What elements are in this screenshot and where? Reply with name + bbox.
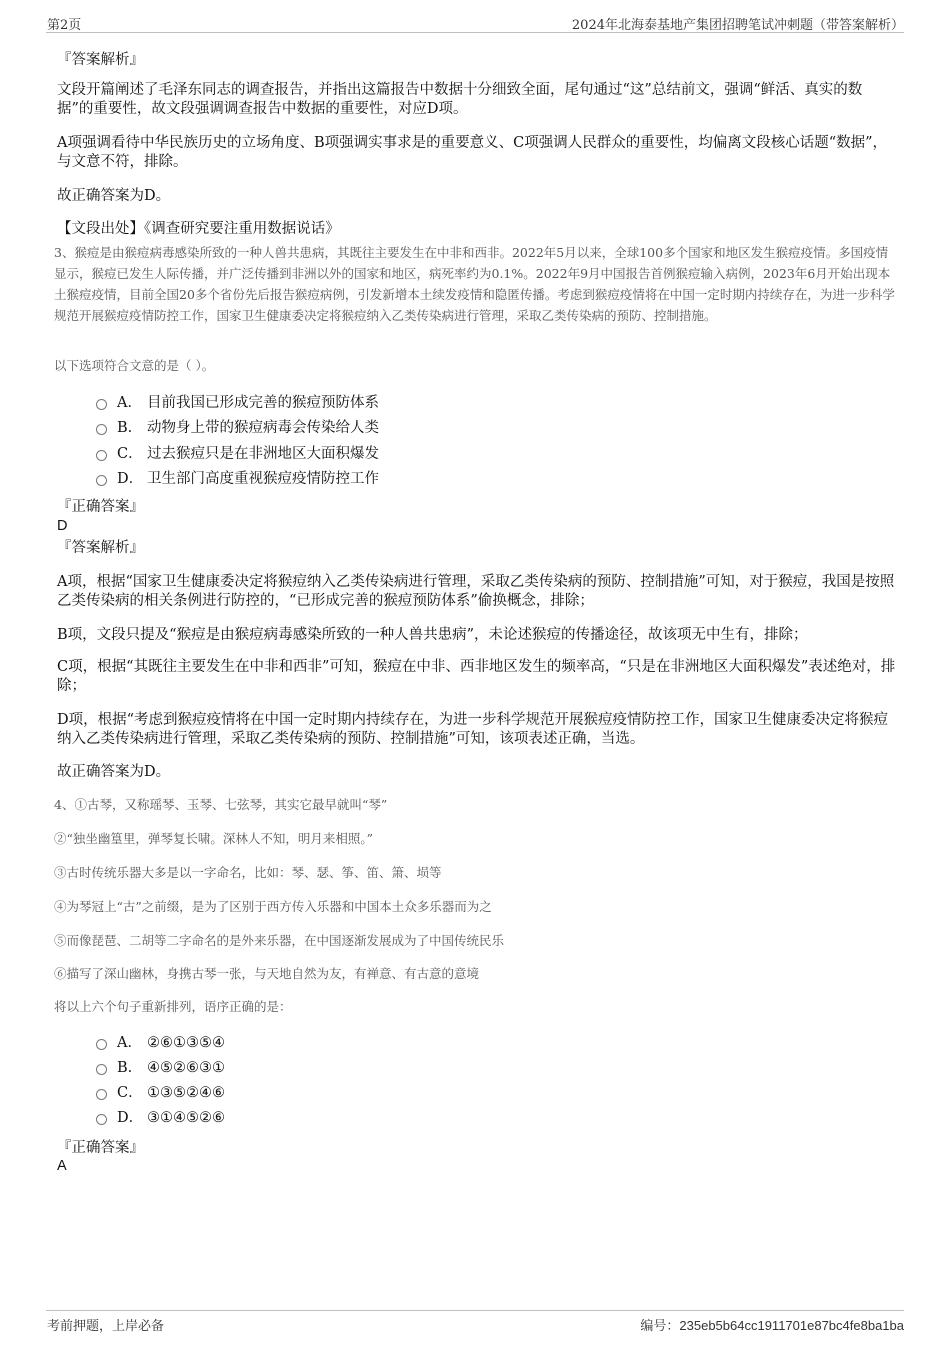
radio-icon[interactable] xyxy=(96,424,107,435)
conclusion: 故正确答案为D。 xyxy=(57,188,171,204)
radio-icon[interactable] xyxy=(96,450,107,461)
sentence-1: 4、①古琴，又称瑶琴、玉琴、七弦琴，其实它最早就叫“琴” xyxy=(54,797,388,812)
sentence-3: ③古时传统乐器大多是以一字命名，比如：琴、瑟、筝、笛、箫、埙等 xyxy=(54,865,442,880)
radio-icon[interactable] xyxy=(96,1089,107,1100)
option-a[interactable]: A． ②⑥①③⑤④ xyxy=(96,1033,225,1053)
correct-answer: D xyxy=(57,518,68,534)
analysis-paragraph: B项，文段只提及“猴痘是由猴痘病毒感染所致的一种人兽共患病”，未论述猴痘的传播途径，故该项无中生有，排除； xyxy=(57,627,808,643)
option-c[interactable]: C． ①③⑤②④⑥ xyxy=(96,1083,225,1103)
analysis-label: 『答案解析』 xyxy=(57,52,144,68)
sentence-4: ④为琴冠上“古”之前缀，是为了区别于西方传入乐器和中国本土众多乐器而为之 xyxy=(54,899,492,914)
question-prompt: 以下选项符合文意的是（ ）。 xyxy=(54,358,215,373)
analysis-paragraph: 文段开篇阐述了毛泽东同志的调查报告，并指出这篇报告中数据十分细致全面，尾句通过“这”总结前文，强调“鲜活、真实的数据”的重要性，故文段强调调查报告中数据的重要性，对应D项。 xyxy=(57,82,863,117)
option-b[interactable]: B. ④⑤②⑥③① xyxy=(96,1058,225,1078)
document-code: 编号：235eb5b64cc1911701e87bc4fe8ba1ba xyxy=(640,1318,904,1334)
option-c[interactable]: C． 过去猴痘只是在非洲地区大面积爆发 xyxy=(96,444,379,464)
answer-label: 『正确答案』 xyxy=(57,1140,144,1156)
option-d[interactable]: D． ③①④⑤②⑥ xyxy=(96,1108,225,1128)
sentence-6: ⑥描写了深山幽林，身携古琴一张，与天地自然为友，有禅意、有古意的意境 xyxy=(54,966,480,981)
analysis-label: 『答案解析』 xyxy=(57,540,144,556)
analysis-paragraph: C项，根据“其既往主要发生在中非和西非”可知，猴痘在中非、西非地区发生的频率高，“只是在非洲地区大面积爆发”表述绝对，排除； xyxy=(57,659,896,694)
conclusion: 故正确答案为D。 xyxy=(57,764,171,780)
radio-icon[interactable] xyxy=(96,1039,107,1050)
analysis-paragraph: A项强调看待中华民族历史的立场角度、B项强调实事求是的重要意义、C项强调人民群众的重要性，均偏离文段核心话题“数据”，与文意不符，排除。 xyxy=(57,135,888,170)
option-b[interactable]: B. 动物身上带的猴痘病毒会传染给人类 xyxy=(96,418,379,438)
radio-icon[interactable] xyxy=(96,399,107,410)
footer-slogan: 考前押题，上岸必备 xyxy=(47,1319,165,1334)
analysis-paragraph: A项，根据“国家卫生健康委决定将猴痘纳入乙类传染病进行管理，采取乙类传染病的预防、控制措施”可知，对于猴痘，我国是按照乙类传染病的相关条例进行防控的，“已形成完善的猴痘预防体系”偷换概念，排除； xyxy=(57,574,895,609)
header-divider xyxy=(46,32,904,33)
radio-icon[interactable] xyxy=(96,1064,107,1075)
radio-icon[interactable] xyxy=(96,1114,107,1125)
option-a[interactable]: A． 目前我国已形成完善的猴痘预防体系 xyxy=(96,393,379,413)
page-number: 第2页 xyxy=(47,18,82,33)
sentence-5: ⑤而像琵琶、二胡等二字命名的是外来乐器，在中国逐渐发展成为了中国传统民乐 xyxy=(54,933,505,948)
radio-icon[interactable] xyxy=(96,475,107,486)
analysis-paragraph: D项，根据“考虑到猴痘疫情将在中国一定时期内持续存在，为进一步科学规范开展猴痘疫情防控工作，国家卫生健康委决定将猴痘纳入乙类传染病进行管理，采取乙类传染病的预防、控制措施”可知，该项表述正确，当选。 xyxy=(57,712,889,747)
correct-answer: A xyxy=(57,1158,67,1174)
option-d[interactable]: D． 卫生部门高度重视猴痘疫情防控工作 xyxy=(96,469,379,489)
source-citation: 【文段出处】《调查研究要注重用数据说话》 xyxy=(57,221,340,237)
footer-divider xyxy=(46,1310,904,1311)
sentence-2: ②“独坐幽篁里，弹琴复长啸。深林人不知，明月来相照。” xyxy=(54,831,374,846)
answer-label: 『正确答案』 xyxy=(57,499,144,515)
question-prompt: 将以上六个句子重新排列，语序正确的是： xyxy=(54,999,292,1014)
document-title: 2024年北海泰基地产集团招聘笔试冲刺题（带答案解析） xyxy=(571,18,904,33)
page-header xyxy=(0,0,950,34)
question-stem: 3、猴痘是由猴痘病毒感染所致的一种人兽共患病，其既往主要发生在中非和西非。2022年5月以来，全球100多个国家和地区发生猴痘疫情。多国疫情显示，猴痘已发生人际传播，并广泛传播到非洲以外的国家和地区，病死率约为0.1%。2022年9月中国报告首例猴痘输入病例，2023年6月开始出现本土猴痘疫情，目前全国20多个省份先后报告猴痘病例，引发新增本土续发疫情和隐匿传播。考虑到猴痘疫情将在中国一定时期内持续存在，为进一步科学规范开展猴痘疫情防控工作，国家卫生健康委决定将猴痘纳入乙类传染病进行管理，采取乙类传染病的预防、控制措施。 xyxy=(54,245,895,323)
